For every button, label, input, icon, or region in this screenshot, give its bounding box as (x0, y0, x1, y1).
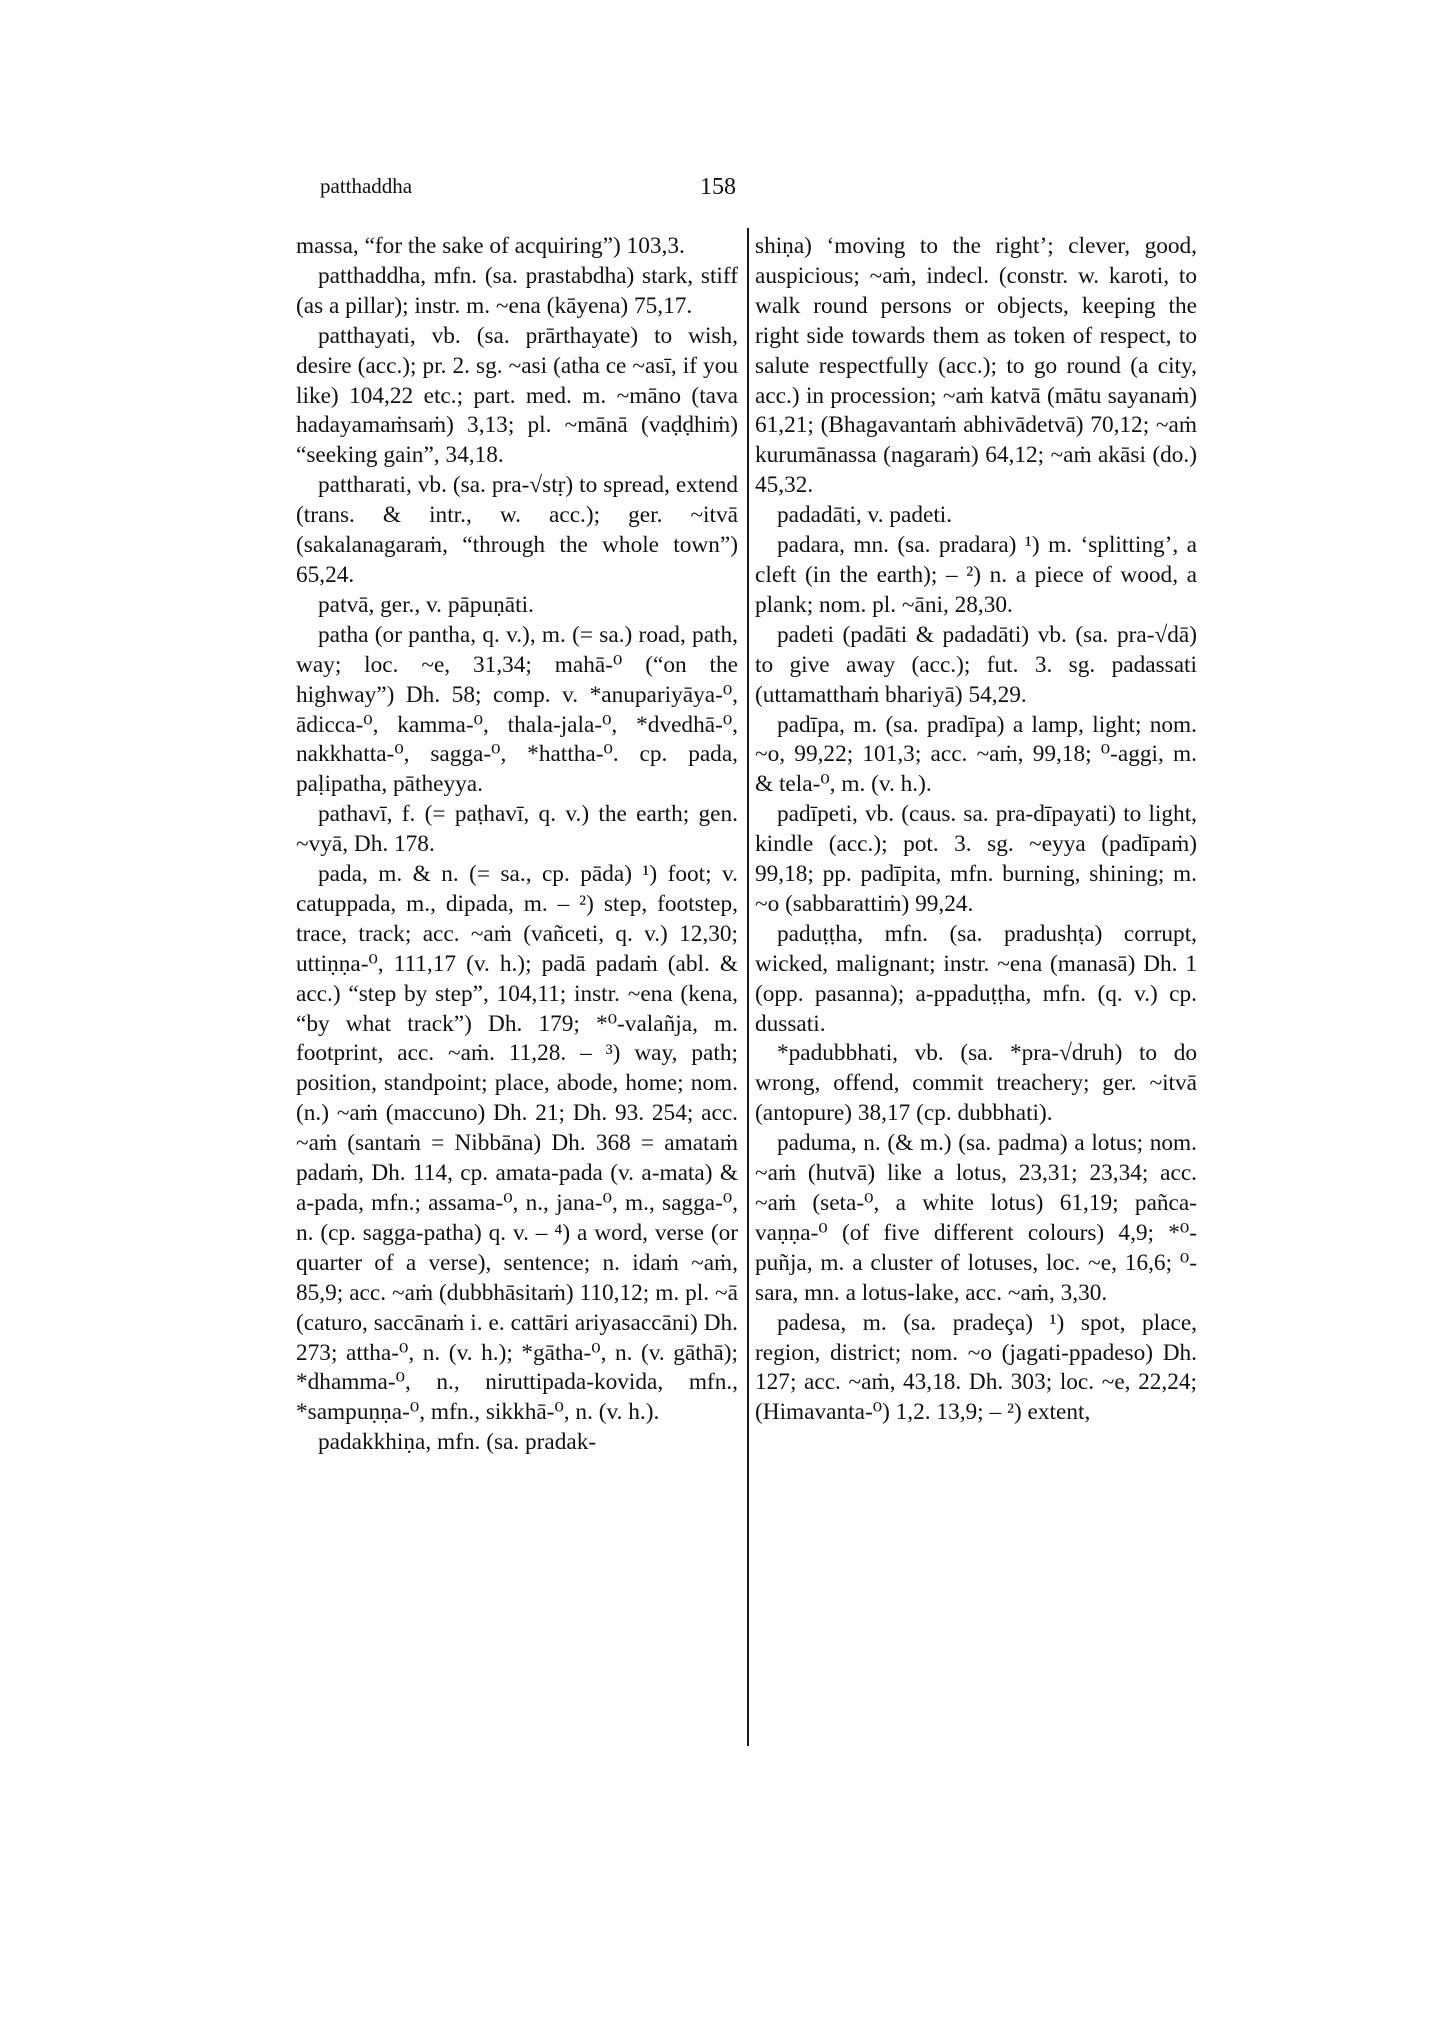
dictionary-entry: padīpa, m. (sa. pradīpa) a lamp, light; nom. ~o, 99,22; 101,3; acc. ~aṁ, 99,18; ⁰-aggi, m. & tela-⁰, m. (v. h.). (755, 711, 1197, 798)
dictionary-entry: padakkhiṇa, mfn. (sa. pradak- (318, 1429, 597, 1456)
dictionary-entry: patthaddha, mfn. (sa. prastabdha) stark, stiff (as a pillar); instr. m. ~ena (kāyena) 75,17. (296, 262, 738, 319)
dictionary-entry: paduṭṭha, mfn. (sa. pradushṭa) corrupt, wicked, malignant; instr. ~ena (manasā) Dh. 1 (opp. pasanna); a-ppaduṭṭha, mfn. (q. v.) cp. dussati. (755, 920, 1197, 1037)
dictionary-entry: padeti (padāti & padadāti) vb. (sa. pra-√dā) to give away (acc.); fut. 3. sg. padassati (uttamatthaṁ bhariyā) 54,29. (755, 621, 1197, 708)
dictionary-entry: pattharati, vb. (sa. pra-√stṛ) to spread, extend (trans. & intr., w. acc.); ger. ~itvā (sakalanagaraṁ, “through the whole town”) 65,24. (296, 472, 738, 588)
dictionary-entry: massa, “for the sake of acquiring”) 103,3. (296, 233, 685, 259)
dictionary-entry: padesa, m. (sa. pradeça) ¹) spot, place, region, district; nom. ~o (jagati-ppadeso) Dh. 127; acc. ~aṁ, 43,18. Dh. 303; loc. ~e, 22,24; (Himavanta-⁰) 1,2. 13,9; – ²) extent, (755, 1309, 1197, 1426)
column-divider (747, 228, 749, 1746)
dictionary-entry: patha (or pantha, q. v.), m. (= sa.) road, path, way; loc. ~e, 31,34; mahā-⁰ (“on the highway”) Dh. 58; comp. v. *anupariyāya-⁰, ādicca-⁰, kamma-⁰, thala-jala-⁰, *dvedhā-⁰, nakkhatta-⁰, sagga-⁰, *hattha-⁰. cp. pada, paḷipatha, pātheyya. (296, 621, 738, 798)
dictionary-entry: padīpeti, vb. (caus. sa. pra-dīpayati) to light, kindle (acc.); pot. 3. sg. ~eyya (padīpaṁ) 99,18; pp. padīpita, mfn. burning, shining; m. ~o (sabbarattiṁ) 99,24. (755, 801, 1197, 917)
dictionary-entry: patvā, ger., v. pāpuṇāti. (318, 591, 534, 618)
dictionary-entry: pada, m. & n. (= sa., cp. pāda) ¹) foot; v. catuppada, m., dipada, m. – ²) step, footstep, trace, track; acc. ~aṁ (vañceti, q. v.) 12,30; uttiṇṇa-⁰, 111,17 (v. h.); padā padaṁ (abl. & acc.) “step by step”, 104,11; instr. ~ena (kena, “by what track”) Dh. 179; *⁰-valañja, m. footprint, acc. ~aṁ. 11,28. – ³) way, path; position, standpoint; place, abode, home; nom. (n.) ~aṁ (maccuno) Dh. 21; Dh. 93. 254; acc. ~aṁ (santaṁ = Nibbāna) Dh. 368 = amataṁ padaṁ, Dh. 114, cp. amata-pada (v. a-mata) & a-pada, mfn.; assama-⁰, n., jana-⁰, m., sagga-⁰, n. (cp. sagga-patha) q. v. – ⁴) a word, verse (or quarter of a verse), sentence; n. idaṁ ~aṁ, 85,9; acc. ~aṁ (dubbhāsitaṁ) 110,12; m. pl. ~ā (caturo, saccānaṁ i. e. cattāri ariyasaccāni) Dh. 273; attha-⁰, n. (v. h.); *gātha-⁰, n. (v. gāthā); *dhamma-⁰, n., niruttipada-kovida, mfn., *sampuṇṇa-⁰, mfn., sikkhā-⁰, n. (v. h.). (296, 861, 738, 1426)
dictionary-entry: padadāti, v. padeti. (777, 502, 953, 529)
dictionary-entry: shiṇa) ‘moving to the right’; clever, good, auspicious; ~aṁ, indecl. (constr. w. karoti, to walk round persons or objects, keeping the right side towards them as token of respect, to salute respectfully (acc.); to go round (a city, acc.) in procession; ~aṁ katvā (mātu sayanaṁ) 61,21; (Bhagavantaṁ abhivādetvā) 70,12; ~aṁ kurumānassa (nagaraṁ) 64,12; ~aṁ akāsi (do.) 45,32. (755, 233, 1197, 499)
right-column (755, 232, 1197, 1752)
left-column (296, 232, 738, 1752)
dictionary-entry: patthayati, vb. (sa. prārthayate) to wish, desire (acc.); pr. 2. sg. ~asi (atha ce ~asī, if you like) 104,22 etc.; part. med. m. ~māno (tava hadayamaṁsaṁ) 3,13; pl. ~mānā (vaḍḍhiṁ) “seeking gain”, 34,18. (296, 322, 738, 469)
running-head-word: patthaddha (320, 174, 413, 198)
dictionary-entry: *padubbhati, vb. (sa. *pra-√druh) to do wrong, offend, commit treachery; ger. ~itvā (antopure) 38,17 (cp. dubbhati). (755, 1040, 1197, 1127)
dictionary-entry: pathavī, f. (= paṭhavī, q. v.) the earth; gen. ~vyā, Dh. 178. (296, 801, 738, 858)
dictionary-entry: paduma, n. (& m.) (sa. padma) a lotus; nom. ~aṁ (hutvā) like a lotus, 23,31; 23,34; acc. ~aṁ (seta-⁰, a white lotus) 61,19; pañca-vaṇṇa-⁰ (of five different colours) 4,9; *⁰-puñja, m. a cluster of lotuses, loc. ~e, 16,6; ⁰-sara, mn. a lotus-lake, acc. ~aṁ, 3,30. (755, 1130, 1197, 1306)
running-head: patthaddha 158 (320, 174, 736, 200)
dictionary-entry: padara, mn. (sa. pradara) ¹) m. ‘splitting’, a cleft (in the earth); – ²) n. a piece of wood, a plank; nom. pl. ~āni, 28,30. (755, 532, 1197, 618)
